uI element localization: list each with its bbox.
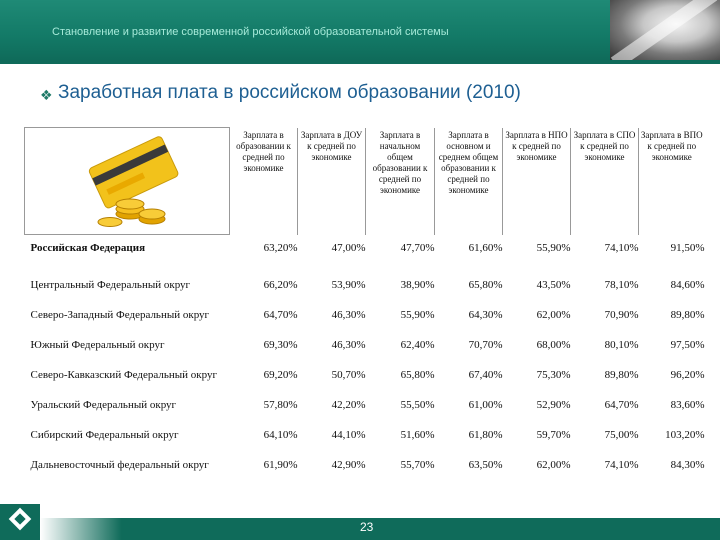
header-bar (0, 0, 720, 60)
slide-title: Заработная плата в российском образовании (2010) (58, 82, 521, 103)
header-decoration (610, 0, 720, 60)
table-cell: 68,00% (536, 339, 571, 351)
table-cell: 103,20% (665, 429, 705, 441)
table-cell: 55,90% (400, 309, 435, 321)
table-cell: 70,90% (604, 309, 639, 321)
table-cell: 62,40% (400, 339, 435, 351)
region-name: Сибирский Федеральный округ (30, 429, 179, 441)
column-header: Зарплата в основном и среднем общем образовании к средней по экономике (435, 128, 503, 235)
table-cell: 46,30% (331, 339, 366, 351)
table-cell: 55,90% (536, 241, 571, 254)
table-cell: 63,50% (468, 459, 503, 471)
table-cell: 64,30% (468, 309, 503, 321)
column-header: Зарплата в ДОУ к средней по экономике (298, 128, 366, 235)
table-cell: 61,80% (468, 429, 503, 441)
table-cell: 51,60% (400, 429, 435, 441)
table-cell: 38,90% (400, 279, 435, 291)
table-cell: 64,70% (604, 399, 639, 411)
region-name: Дальневосточный федеральный округ (30, 459, 209, 471)
table-cell: 61,00% (468, 399, 503, 411)
table-cell: 55,70% (400, 459, 435, 471)
table-cell: 65,80% (468, 279, 503, 291)
table-cell: 64,10% (263, 429, 298, 441)
table-cell: 53,90% (331, 279, 366, 291)
table-cell: 74,10% (604, 459, 639, 471)
table-cell: 42,20% (331, 399, 366, 411)
table-cell: 55,50% (400, 399, 435, 411)
column-header: Зарплата в СПО к средней по экономике (571, 128, 639, 235)
table-cell: 84,30% (670, 459, 705, 471)
table-cell: 65,80% (400, 369, 435, 381)
table-row (25, 321, 705, 351)
table-row (25, 261, 705, 291)
column-header: Зарплата в НПО к средней по экономике (503, 128, 571, 235)
table-cell: 59,70% (536, 429, 571, 441)
table-cell: 70,70% (468, 339, 503, 351)
table-cell: 42,90% (331, 459, 366, 471)
illustration-cell (25, 128, 230, 235)
region-name: Российская Федерация (30, 242, 146, 254)
table-cell: 80,10% (604, 339, 639, 351)
table-cell: 62,00% (536, 309, 571, 321)
table-cell: 74,10% (604, 241, 639, 254)
table-cell: 46,30% (331, 309, 366, 321)
table-cell: 50,70% (331, 369, 366, 381)
table-cell: 75,30% (536, 369, 571, 381)
table-cell: 62,00% (536, 459, 571, 471)
column-header: Зарплата в образовании к средней по экономике (230, 128, 298, 235)
region-name: Северо-Кавказский Федеральный округ (30, 369, 217, 381)
table-cell: 83,60% (670, 399, 705, 411)
table-cell: 67,40% (468, 369, 503, 381)
table-cell: 75,00% (604, 429, 639, 441)
table-row (25, 441, 705, 471)
table-row (25, 351, 705, 381)
region-name: Центральный Федеральный округ (30, 279, 191, 291)
table-cell: 47,70% (400, 241, 435, 254)
header-title: Становление и развитие современной российской образовательной системы (52, 26, 449, 38)
table-cell: 84,60% (670, 279, 705, 291)
diamond-bullet-icon: ❖ (40, 88, 53, 104)
column-header: Зарплата в начальном общем образовании к средней по экономике (366, 128, 435, 235)
table-cell: 44,10% (331, 429, 366, 441)
table-row (25, 381, 705, 411)
table-row (25, 291, 705, 321)
region-name: Южный Федеральный округ (30, 339, 165, 351)
table-header-row (25, 128, 705, 235)
table-cell: 61,60% (468, 241, 503, 254)
region-name: Уральский Федеральный округ (30, 399, 177, 411)
table-row (25, 411, 705, 441)
table-cell: 66,20% (263, 279, 298, 291)
header-divider (0, 60, 720, 64)
page-number: 23 (360, 520, 374, 534)
table-cell: 47,00% (331, 241, 366, 254)
region-name: Северо-Западный Федеральный округ (30, 309, 210, 321)
table-cell: 89,80% (670, 309, 705, 321)
coins-and-card-illustration-icon (80, 134, 180, 234)
table-cell: 64,70% (263, 309, 298, 321)
table-cell: 61,90% (263, 459, 298, 471)
table-row (25, 235, 705, 262)
table-cell: 69,30% (263, 339, 298, 351)
salary-table (24, 127, 705, 471)
table-cell: 63,20% (263, 241, 298, 254)
table-cell: 69,20% (263, 369, 298, 381)
footer-bar (40, 518, 720, 540)
table-cell: 78,10% (604, 279, 639, 291)
table-cell: 52,90% (536, 399, 571, 411)
table-cell: 89,80% (604, 369, 639, 381)
table-cell: 91,50% (670, 241, 705, 254)
table-cell: 57,80% (263, 399, 298, 411)
table-cell: 96,20% (670, 369, 705, 381)
table-cell: 97,50% (670, 339, 705, 351)
table-cell: 43,50% (536, 279, 571, 291)
column-header: Зарплата в ВПО к средней по экономике (639, 128, 705, 235)
